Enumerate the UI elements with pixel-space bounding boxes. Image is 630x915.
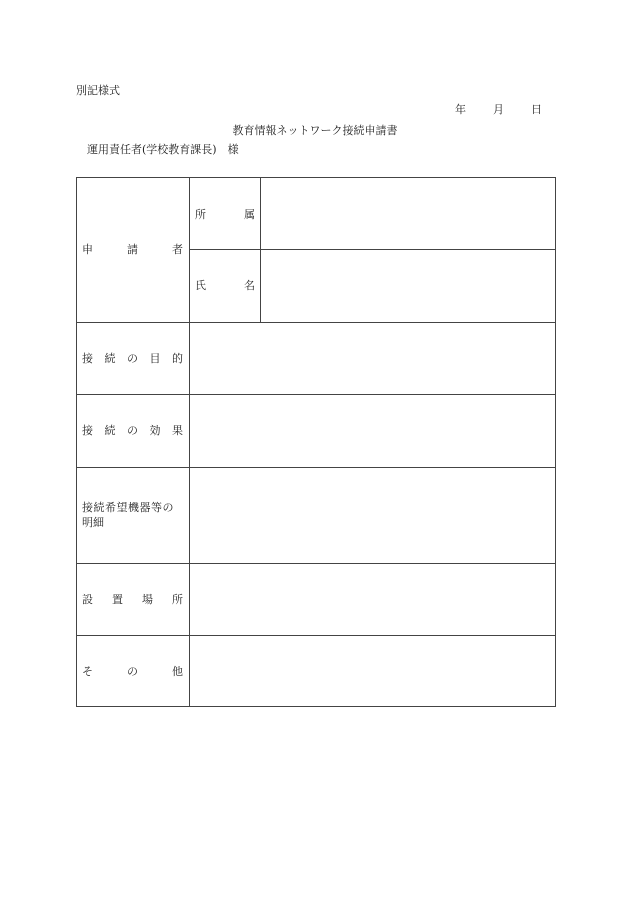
other-label: そ の 他	[82, 665, 183, 678]
date-year-label: 年	[455, 103, 466, 116]
location-label: 設 置 場 所	[82, 593, 183, 606]
addressee: 運用責任者(学校教育課長) 様	[87, 143, 239, 156]
applicant-label-char-1: 申	[82, 243, 93, 256]
date-month-label: 月	[493, 103, 504, 116]
name-input-cell[interactable]	[261, 250, 555, 322]
other-input-cell[interactable]	[190, 636, 555, 706]
equipment-label-line1: 接続希望機器等の	[82, 501, 174, 514]
applicant-label-char-3: 者	[172, 243, 183, 256]
applicant-label	[82, 242, 183, 257]
affiliation-input-cell[interactable]	[261, 178, 555, 249]
application-table	[76, 177, 556, 707]
document-title: 教育情報ネットワーク接続申請書	[232, 124, 398, 137]
name-label: 氏 名	[195, 279, 255, 292]
effect-input-cell[interactable]	[190, 395, 555, 467]
location-input-cell[interactable]	[190, 564, 555, 635]
equipment-label-line2: 明細	[82, 516, 104, 529]
form-reference: 別記様式	[76, 84, 120, 97]
effect-label: 接 続 の 効 果	[82, 424, 183, 437]
purpose-label: 接 続 の 目 的	[82, 352, 183, 365]
purpose-input-cell[interactable]	[190, 323, 555, 394]
affiliation-label: 所 属	[195, 208, 255, 221]
applicant-label-char-2: 請	[127, 243, 138, 256]
date-day-label: 日	[531, 103, 542, 116]
equipment-input-cell[interactable]	[190, 468, 555, 563]
